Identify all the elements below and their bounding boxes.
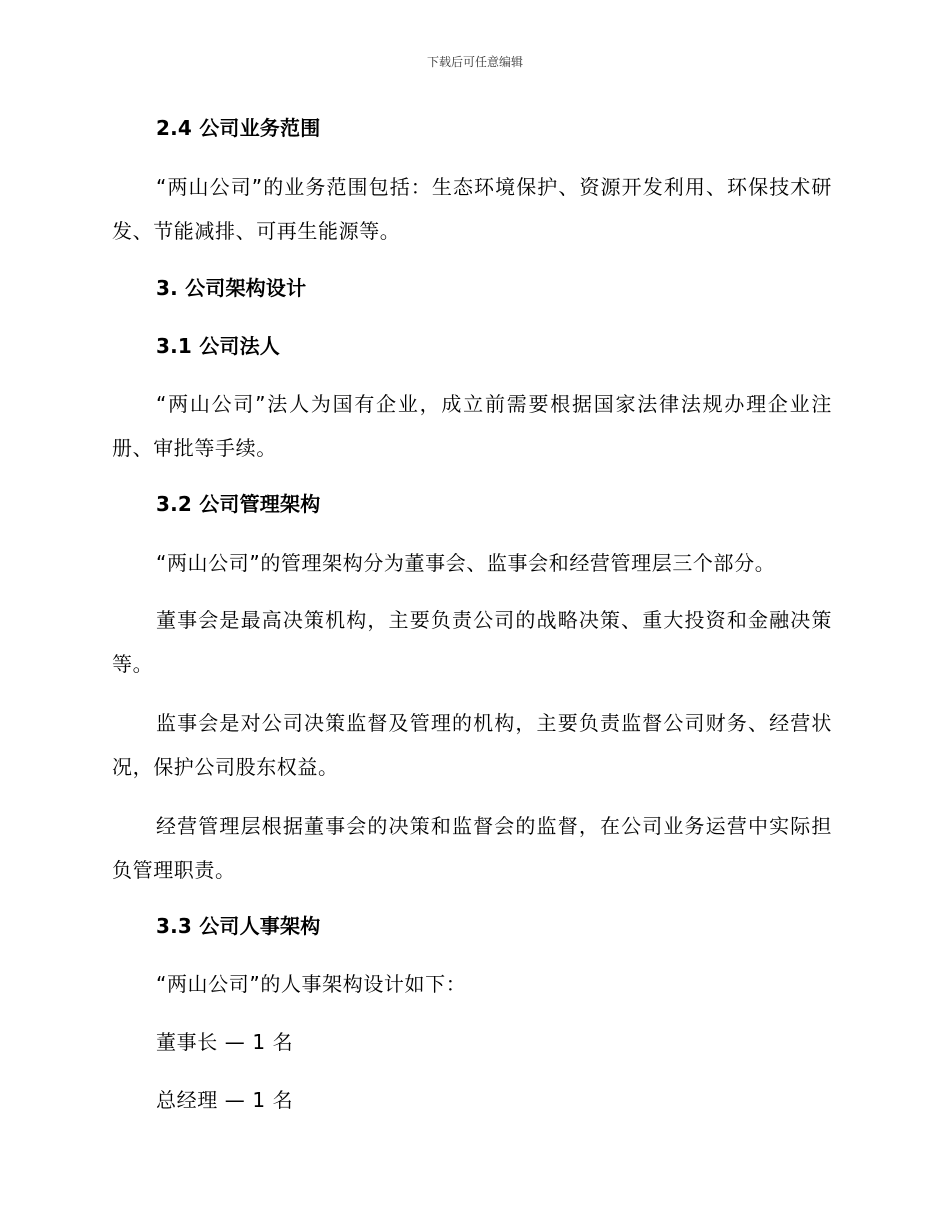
paragraph-management-structure: “两山公司”的管理架构分为董事会、监事会和经营管理层三个部分。 [156, 551, 776, 575]
paragraph-operations: 经营管理层根据董事会的决策和监督会的监督，在公司业务运营中实际担负管理职责。 [112, 814, 832, 882]
page-header: 下载后可任意编辑 [426, 55, 523, 69]
section-heading-3-2: 3.2 公司管理架构 [156, 492, 321, 516]
list-item-chairman: 董事长 — 1 名 [156, 1030, 294, 1054]
section-heading-3-3: 3.3 公司人事架构 [156, 914, 321, 938]
paragraph-board: 董事会是最高决策机构，主要负责公司的战略决策、重大投资和金融决策等。 [112, 608, 832, 676]
paragraph-hr-intro: “两山公司”的人事架构设计如下： [156, 972, 467, 996]
section-heading-3: 3. 公司架构设计 [156, 276, 307, 300]
section-heading-3-1: 3.1 公司法人 [156, 334, 280, 358]
paragraph-legal-entity: “两山公司”法人为国有企业，成立前需要根据国家法律法规办理企业注册、审批等手续。 [112, 392, 832, 460]
paragraph-supervisory-board: 监事会是对公司决策监督及管理的机构，主要负责监督公司财务、经营状况，保护公司股东权益。 [112, 711, 832, 779]
list-item-general-manager: 总经理 — 1 名 [156, 1088, 294, 1112]
paragraph-business-scope: “两山公司”的业务范围包括：生态环境保护、资源开发利用、环保技术研发、节能减排、可再生能源等。 [112, 175, 832, 243]
section-heading-2-4: 2.4 公司业务范围 [156, 116, 321, 140]
